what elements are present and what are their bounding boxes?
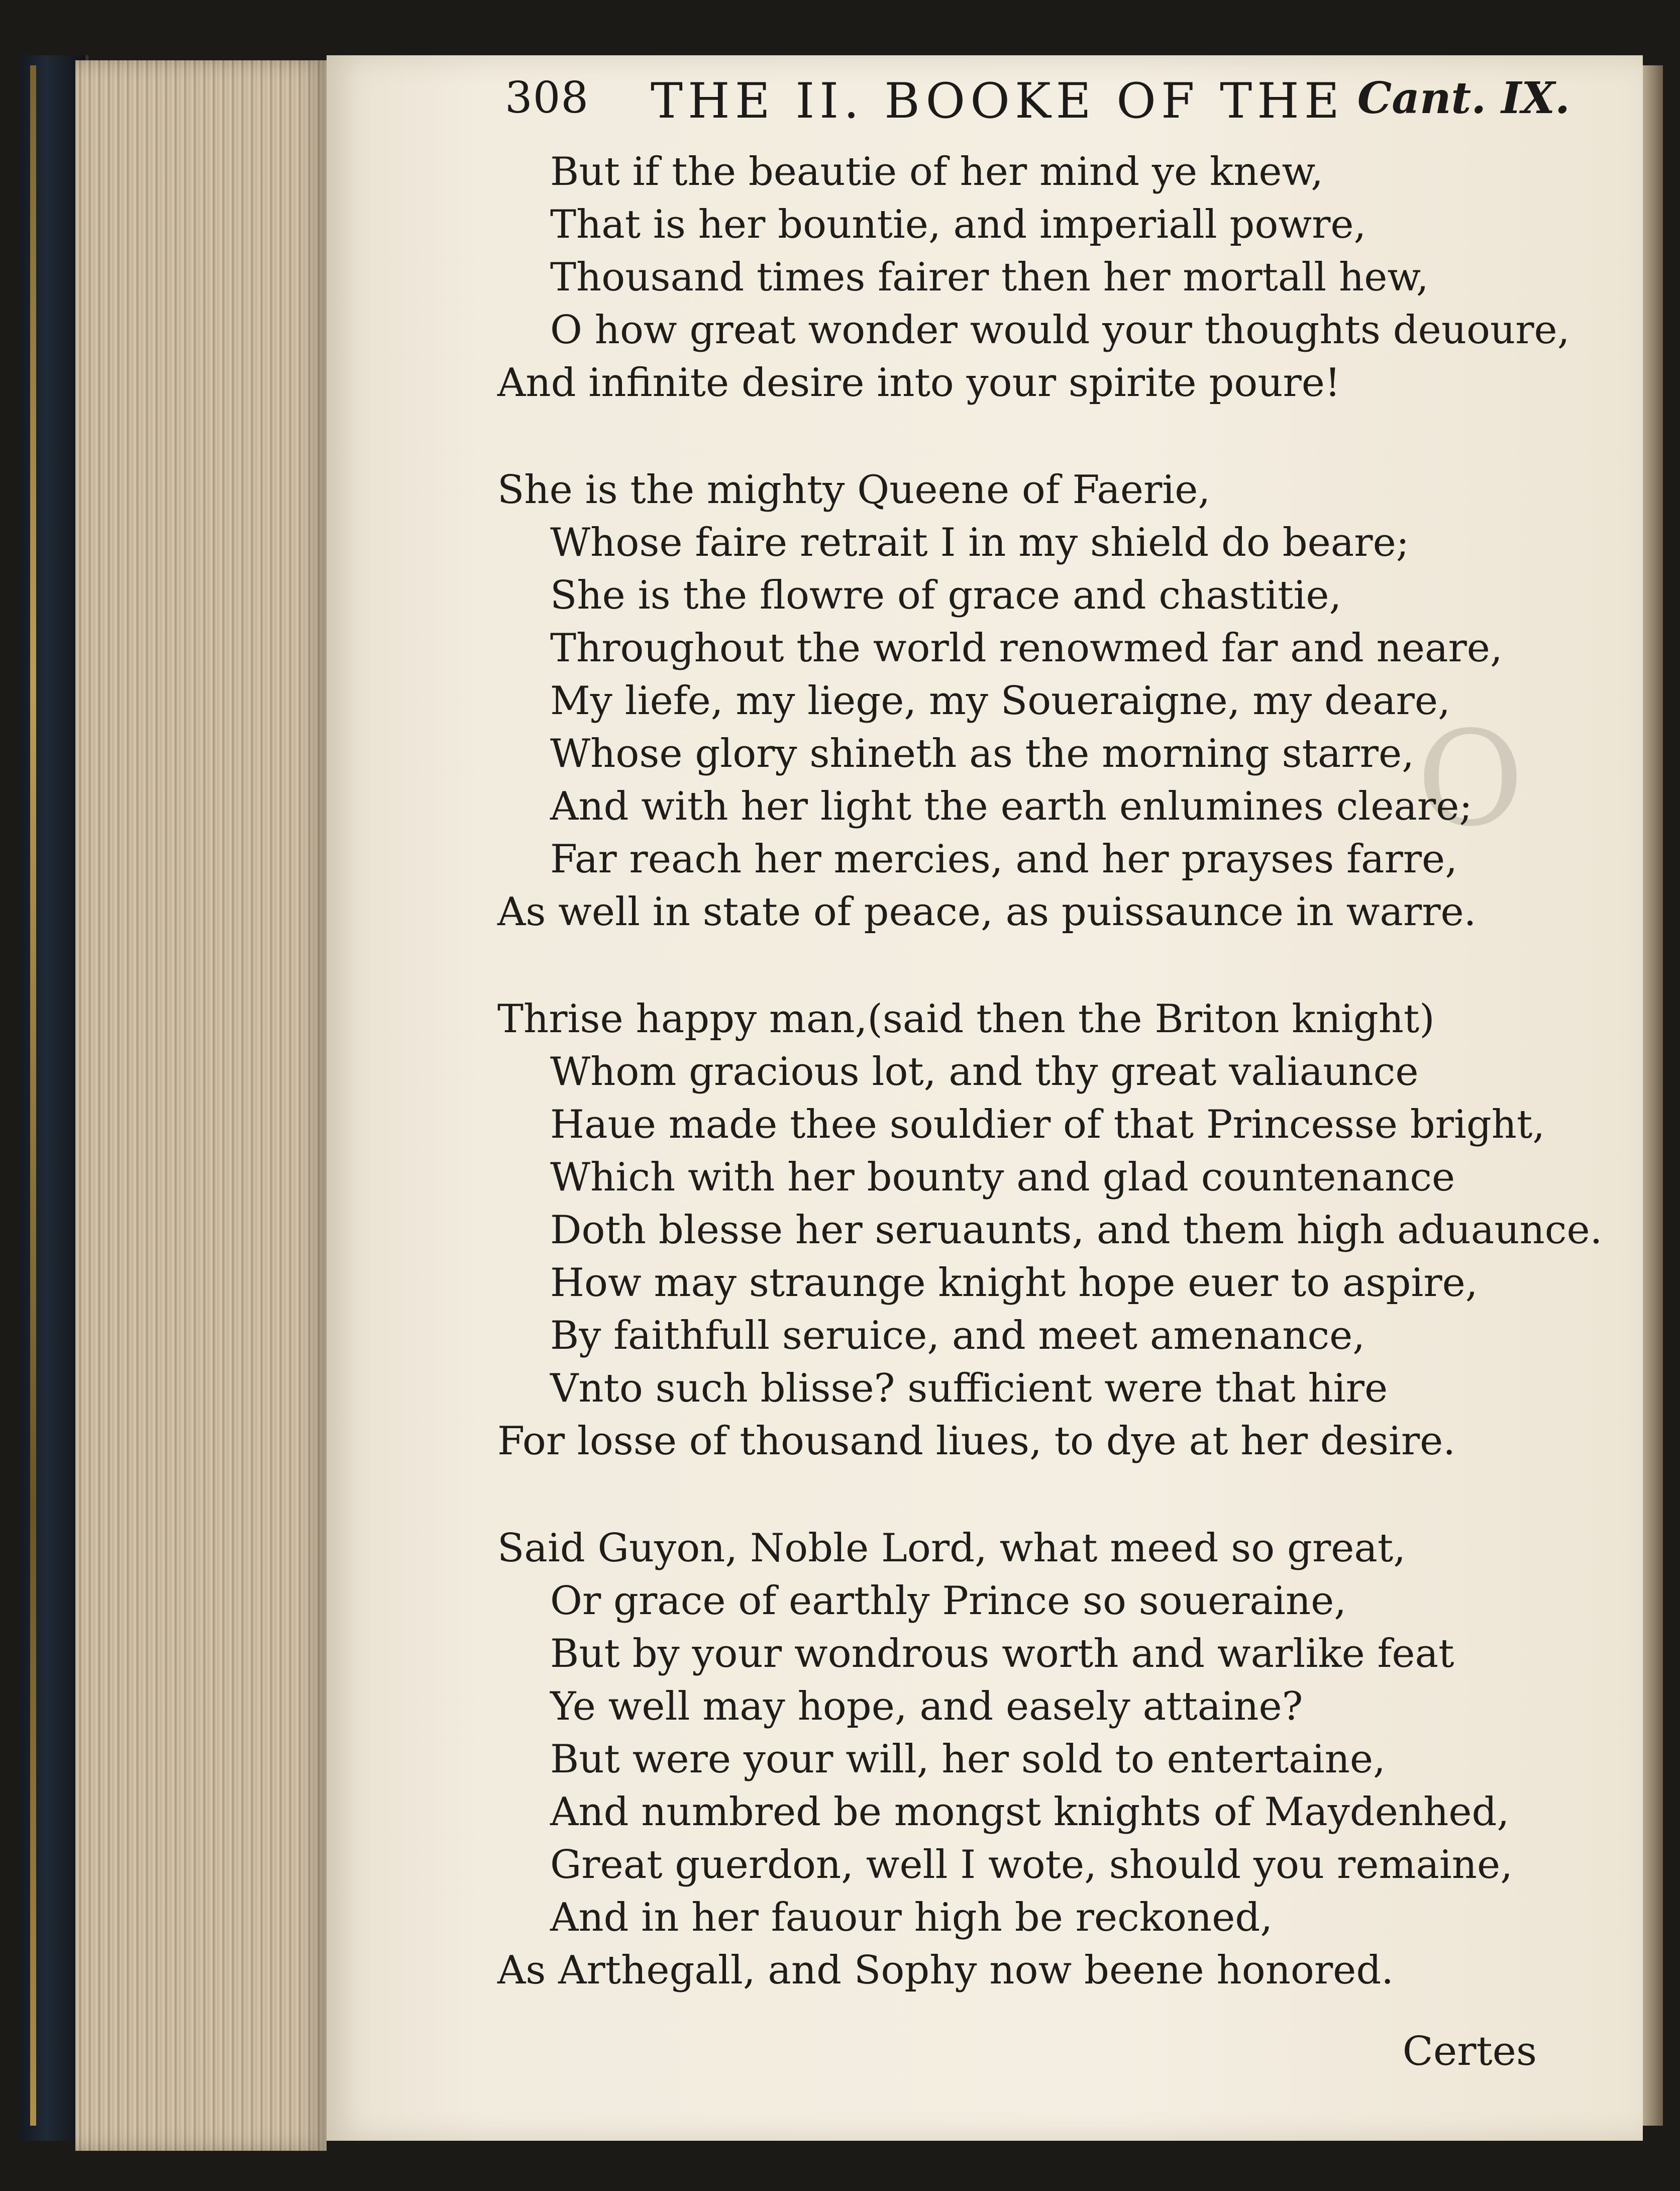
running-header xyxy=(505,73,1570,133)
stanza xyxy=(497,1522,1578,1997)
verse-line: Which with her bounty and glad countenance xyxy=(550,1155,1455,1200)
running-head-title: THE II. BOOKE OF THE xyxy=(651,73,1344,129)
page-number: 308 xyxy=(505,73,589,123)
verse-line: Thrise happy man,(said then the Briton knight) xyxy=(497,997,1435,1042)
page-edges xyxy=(75,60,327,2151)
catchword: Certes xyxy=(1402,2028,1537,2074)
verse-line: And infinite desire into your spirite poure! xyxy=(497,360,1341,406)
verse-line: She is the mighty Queene of Faerie, xyxy=(497,467,1211,513)
verse-line: Whose faire retrait I in my shield do beare; xyxy=(550,520,1410,565)
verse-line: But by your wondrous worth and warlike feat xyxy=(550,1631,1454,1676)
verse-line: Whom gracious lot, and thy great valiaunce xyxy=(550,1049,1419,1094)
stanza xyxy=(497,146,1578,410)
show-through-ornament: O xyxy=(1417,704,1524,855)
verse-line: Throughout the world renowmed far and neare, xyxy=(550,626,1503,671)
verse-line: But if the beautie of her mind ye knew, xyxy=(550,149,1323,194)
verse-line: And with her light the earth enlumines cleare; xyxy=(550,784,1473,829)
verse-line: By faithfull seruice, and meet amenance, xyxy=(550,1313,1366,1358)
verse-line: And numbred be mongst knights of Maydenhed, xyxy=(550,1789,1510,1835)
verse-line: As well in state of peace, as puissaunce in warre. xyxy=(497,889,1477,935)
verse-line: Far reach her mercies, and her prayses farre, xyxy=(550,837,1457,882)
stanza xyxy=(497,993,1603,1468)
verse-line: How may straunge knight hope euer to aspire, xyxy=(550,1260,1478,1306)
verse-line: Thousand times fairer then her mortall hew, xyxy=(550,255,1429,300)
verse-line: That is her bountie, and imperiall powre, xyxy=(550,202,1367,247)
verse-line: As Arthegall, and Sophy now beene honored. xyxy=(497,1948,1394,1993)
verse-line: Whose glory shineth as the morning starre, xyxy=(550,731,1414,776)
verse-line: She is the flowre of grace and chastitie, xyxy=(550,573,1342,618)
verse-line: Said Guyon, Noble Lord, what meed so great, xyxy=(497,1526,1406,1571)
stanza xyxy=(497,464,1578,939)
canto-label: Cant. IX. xyxy=(1357,73,1570,124)
verse-line: For losse of thousand liues, to dye at her desire. xyxy=(497,1419,1456,1464)
verse-line: Haue made thee souldier of that Princesse bright, xyxy=(550,1102,1545,1147)
verse-line: Ye well may hope, and easely attaine? xyxy=(550,1684,1303,1729)
verse-line: O how great wonder would your thoughts deuoure, xyxy=(550,308,1570,353)
page-right-edge xyxy=(1643,65,1663,2126)
verse-line: Or grace of earthly Prince so soueraine, xyxy=(550,1578,1347,1624)
verse-line: Great guerdon, well I wote, should you remaine, xyxy=(550,1842,1513,1887)
verse-line: Vnto such blisse? sufficient were that hire xyxy=(550,1366,1388,1411)
verse-line: And in her fauour high be reckoned, xyxy=(550,1895,1273,1940)
poem-text xyxy=(497,146,1603,2051)
gilt-edge xyxy=(30,65,36,2126)
verse-line: But were your will, her sold to entertaine, xyxy=(550,1737,1386,1782)
verse-line: Doth blesse her seruaunts, and them high aduaunce. xyxy=(550,1208,1603,1253)
verse-line: My liefe, my liege, my Soueraigne, my deare, xyxy=(550,678,1450,724)
